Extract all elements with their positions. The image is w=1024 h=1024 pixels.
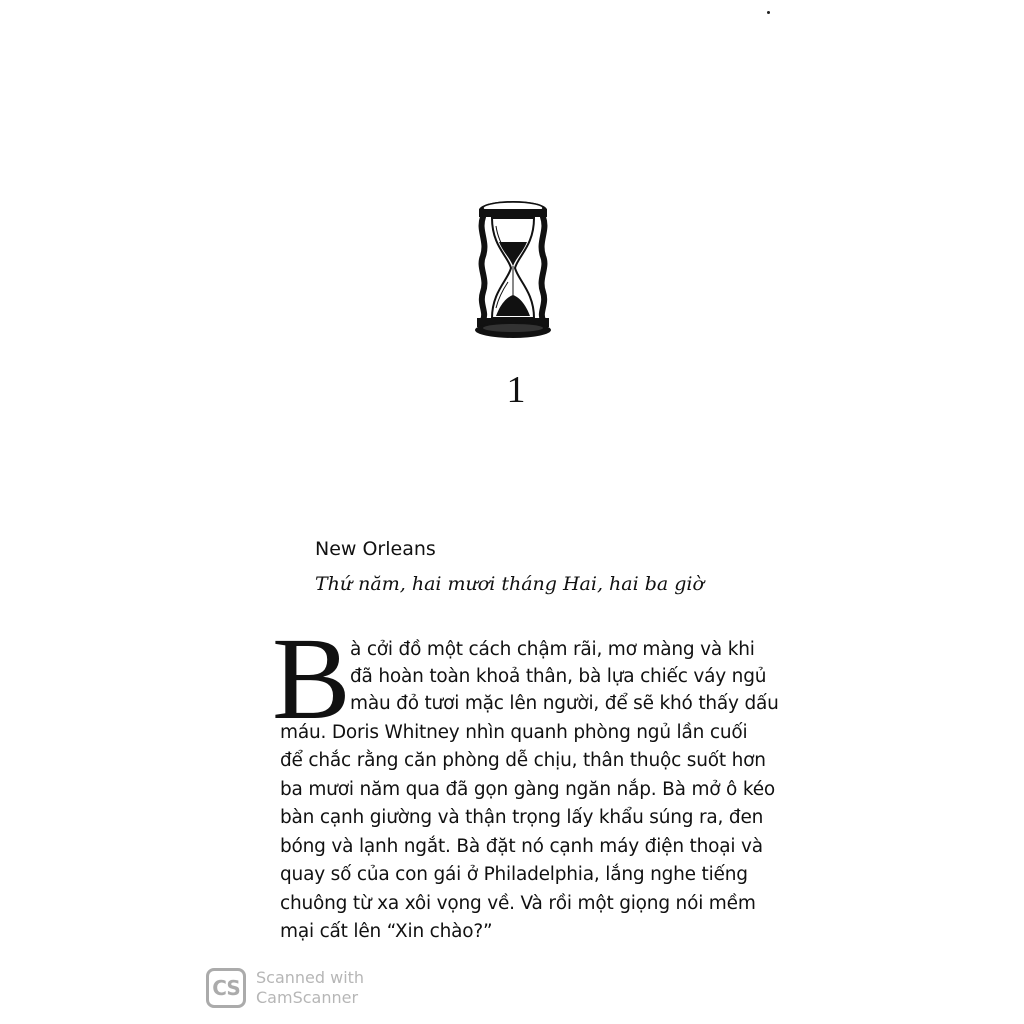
camscanner-watermark bbox=[206, 968, 364, 1008]
drop-cap: B bbox=[272, 613, 351, 744]
body-line: bàn cạnh giường và thận trọng lấy khẩu súng ra, đen bbox=[280, 807, 764, 828]
body-line: quay số của con gái ở Philadelphia, lắng nghe tiếng bbox=[280, 864, 748, 885]
body-line: đã hoàn toàn khoả thân, bà lựa chiếc váy ngủ bbox=[350, 666, 767, 687]
dateline: Thứ năm, hai mươi tháng Hai, hai ba giờ bbox=[315, 573, 704, 595]
chapter-number: 1 bbox=[506, 369, 526, 411]
body-line: bóng và lạnh ngắt. Bà đặt nó cạnh máy điện thoại và bbox=[280, 836, 763, 857]
watermark-line-1: Scanned with bbox=[256, 968, 365, 987]
location-heading: New Orleans bbox=[315, 538, 436, 560]
body-line: à cởi đồ một cách chậm rãi, mơ màng và khi bbox=[350, 639, 755, 660]
body-line: ba mươi năm qua đã gọn gàng ngăn nắp. Bà mở ô kéo bbox=[280, 779, 776, 800]
watermark-line-2: CamScanner bbox=[256, 988, 359, 1007]
body-line: máu. Doris Whitney nhìn quanh phòng ngủ lần cuối bbox=[280, 722, 748, 743]
watermark-text bbox=[256, 968, 364, 1008]
body-line: chuông từ xa xôi vọng về. Và rồi một giọng nói mềm bbox=[280, 893, 756, 914]
hourglass-icon bbox=[468, 196, 558, 342]
body-line: để chắc rằng căn phòng dễ chịu, thân thuộc suốt hơn bbox=[280, 750, 766, 771]
scan-speck bbox=[767, 11, 770, 14]
body-line: màu đỏ tươi mặc lên người, để sẽ khó thấy dấu bbox=[350, 693, 779, 714]
body-line: mại cất lên “Xin chào?” bbox=[280, 921, 493, 942]
camscanner-logo-icon: CS bbox=[206, 968, 246, 1008]
